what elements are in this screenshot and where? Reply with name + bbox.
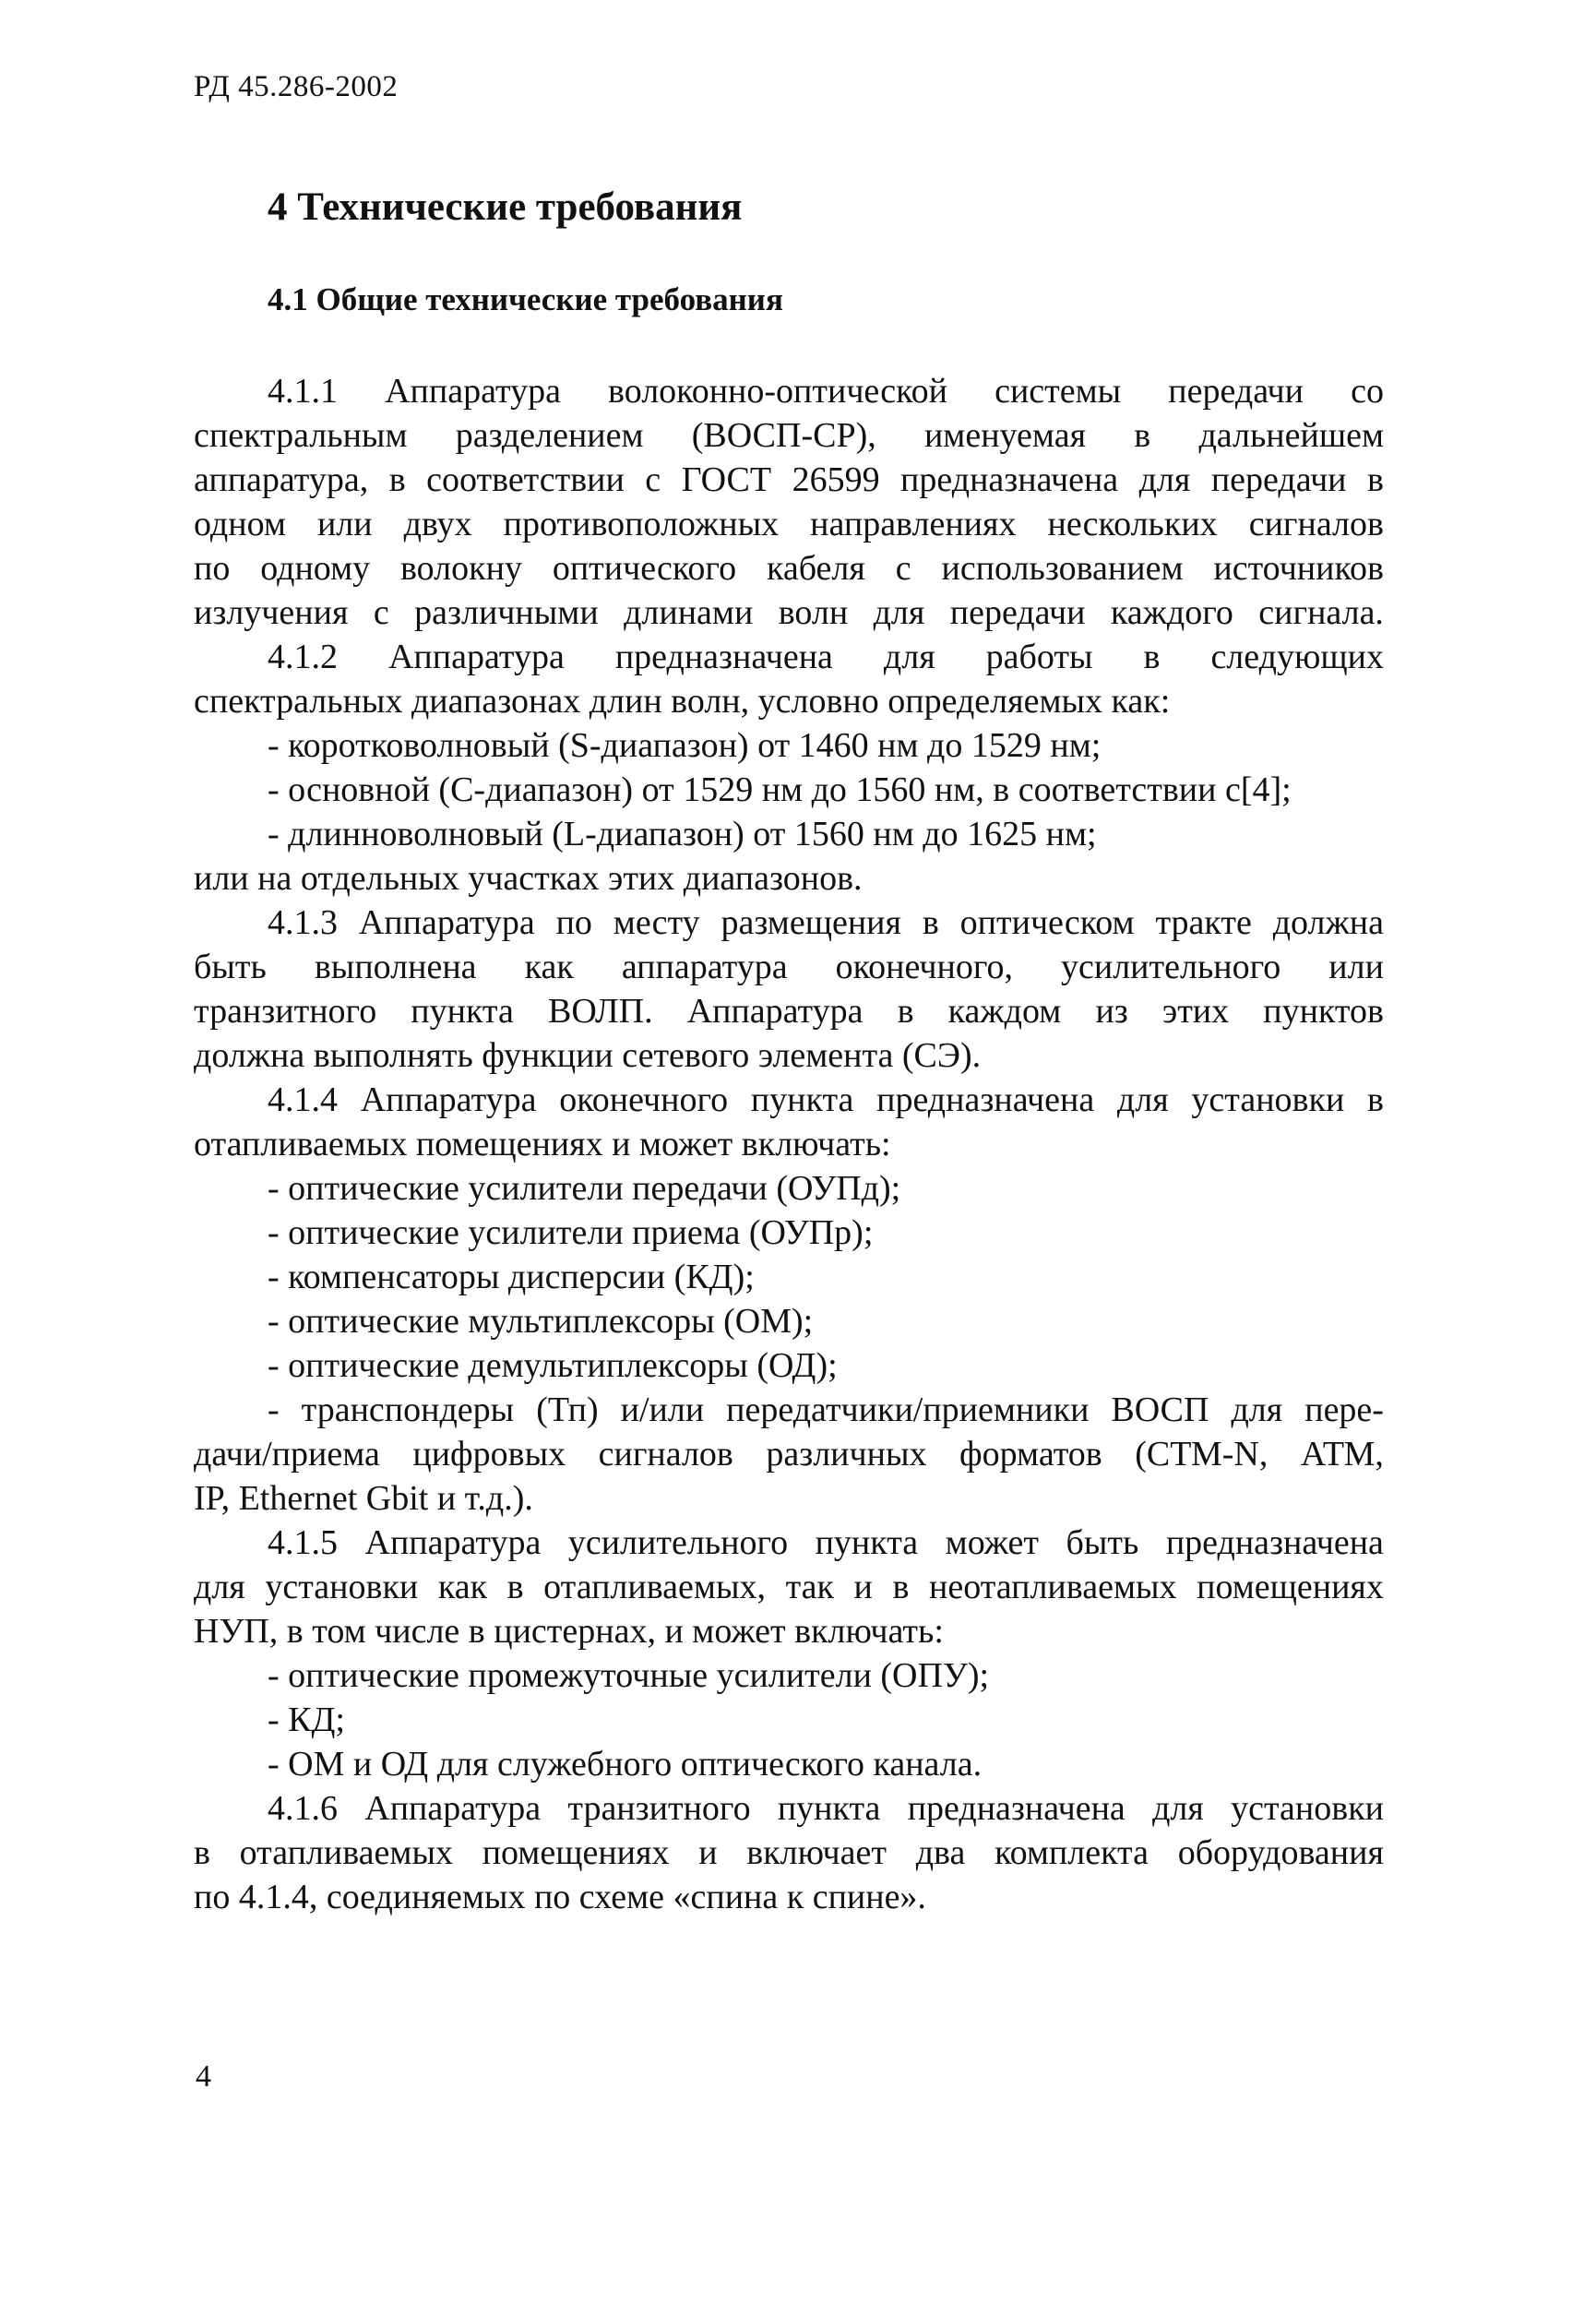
- word: в: [897, 992, 914, 1031]
- word: предназначена: [1165, 1523, 1384, 1562]
- list-item: - основной (С-диапазон) от 1529 нм до 1560 нм, в соответствии с[4];: [268, 770, 1292, 809]
- word: соответствии: [426, 460, 625, 499]
- word: отапливаемых,: [543, 1568, 766, 1606]
- paragraph-line: [194, 945, 1384, 989]
- paragraph-line: [194, 1521, 1384, 1565]
- word: помещениях: [1197, 1568, 1384, 1606]
- word: из: [1095, 992, 1128, 1031]
- word: Аппаратура: [360, 1080, 537, 1119]
- paragraph-line: [194, 1786, 1384, 1831]
- word: именуемая: [923, 416, 1087, 455]
- word: для: [883, 638, 935, 676]
- word: Аппаратура: [385, 372, 561, 411]
- word: Аппаратура: [387, 638, 565, 676]
- list-item: - оптические промежуточные усилители (ОПУ);: [268, 1656, 990, 1695]
- word: помещениях: [482, 1833, 670, 1872]
- paragraph-line: НУП, в том числе в цистернах, и может включать:: [194, 1612, 944, 1651]
- paragraph-line: [194, 502, 1384, 546]
- paragraph-line: [194, 635, 1384, 679]
- word: одном: [194, 505, 286, 543]
- word: быть: [194, 948, 267, 986]
- paragraph-line: [194, 458, 1384, 502]
- word: 4.1.5: [268, 1523, 338, 1562]
- word: размещения: [721, 903, 901, 942]
- word: передачи: [1168, 372, 1304, 411]
- word: тракте: [1155, 903, 1252, 942]
- word: форматов: [959, 1435, 1102, 1474]
- word: со: [1351, 372, 1384, 411]
- word: направлениях: [810, 505, 1017, 543]
- word: излучения: [194, 593, 349, 632]
- paragraph-line: [194, 591, 1384, 635]
- word: быть: [1066, 1523, 1139, 1562]
- list-item: - оптические усилители передачи (ОУПд);: [268, 1169, 901, 1208]
- word: 4.1.4: [268, 1080, 338, 1119]
- word: в: [388, 460, 406, 499]
- list-item: - оптические мультиплексоры (ОМ);: [268, 1302, 814, 1341]
- word: оптического: [552, 549, 737, 588]
- word: отапливаемых: [239, 1833, 453, 1872]
- word: кабеля: [766, 549, 865, 588]
- document-body: [194, 369, 1384, 1919]
- word: должна: [1272, 903, 1384, 942]
- list-item: - оптические усилители приема (ОУПр);: [268, 1213, 874, 1252]
- word: как: [437, 1568, 488, 1606]
- word: (ВОСП-СР),: [691, 416, 876, 455]
- word: два: [915, 1833, 966, 1872]
- word: транспондеры: [301, 1390, 515, 1429]
- word: источников: [1213, 549, 1384, 588]
- word: системы: [995, 372, 1122, 411]
- word: предназначена: [907, 1789, 1126, 1828]
- paragraph-4-1-5: [194, 1521, 1384, 1786]
- word: для: [1152, 1789, 1204, 1828]
- word: пункта: [815, 1523, 919, 1562]
- word: (СТМ-N,: [1135, 1435, 1268, 1474]
- word: пунктов: [1263, 992, 1384, 1031]
- list-item: - оптические демультиплексоры (ОД);: [268, 1346, 838, 1385]
- paragraph-4-1-3: [194, 901, 1384, 1078]
- word: различных: [766, 1435, 927, 1474]
- word: спектральным: [194, 416, 408, 455]
- word: противоположных: [503, 505, 780, 543]
- word: оборудования: [1177, 1833, 1384, 1872]
- paragraph-line: [194, 1078, 1384, 1122]
- word: аппаратура: [621, 948, 788, 986]
- word: 4.1.6: [268, 1789, 338, 1828]
- word: неотапливаемых: [929, 1568, 1177, 1606]
- word: по: [555, 903, 592, 942]
- paragraph-line: [194, 901, 1384, 945]
- paragraph-line: или на отдельных участках этих диапазонов.: [194, 859, 863, 898]
- document-code: РД 45.286-2002: [194, 70, 399, 103]
- word: работы: [985, 638, 1093, 676]
- word: включает: [746, 1833, 887, 1872]
- word: так: [785, 1568, 834, 1606]
- word: следующих: [1210, 638, 1384, 676]
- paragraph-line: [194, 989, 1384, 1033]
- list-item: [194, 1388, 1384, 1432]
- word: в: [1366, 460, 1384, 499]
- word: пункта: [777, 1789, 881, 1828]
- word: для: [194, 1568, 245, 1606]
- word: транзитного: [194, 992, 377, 1031]
- word: усилительного: [1061, 948, 1281, 986]
- word: длинами: [624, 593, 754, 632]
- word: и: [853, 1568, 873, 1606]
- word: оконечного,: [835, 948, 1013, 986]
- word: волн: [778, 593, 849, 632]
- word: может: [945, 1523, 1039, 1562]
- section-title: 4 Технические требования: [268, 185, 743, 229]
- paragraph-line: IP, Ethernet Gbit и т.д.).: [194, 1479, 533, 1518]
- paragraph-line: [194, 413, 1384, 458]
- word: в: [194, 1833, 210, 1872]
- word: установки: [1231, 1789, 1384, 1828]
- word: цифровых: [412, 1435, 566, 1474]
- word: и: [698, 1833, 718, 1872]
- paragraph-line: [194, 546, 1384, 591]
- word: ВОЛП.: [547, 992, 653, 1031]
- word: в: [1143, 638, 1161, 676]
- word: Аппаратура: [364, 1789, 542, 1828]
- list-item: - длинноволновый (L-диапазон) от 1560 нм до 1625 нм;: [268, 815, 1097, 853]
- word: Аппаратура: [358, 903, 535, 942]
- list-item: - коротковолновый (S-диапазон) от 1460 нм до 1529 нм;: [268, 726, 1102, 765]
- page-number: 4: [196, 2059, 211, 2094]
- paragraph-line: должна выполнять функции сетевого элемента (СЭ).: [194, 1036, 982, 1075]
- word: передачи: [1210, 460, 1347, 499]
- word: для: [1116, 1080, 1169, 1119]
- word: в: [892, 1568, 910, 1606]
- word: Аппаратура: [686, 992, 864, 1031]
- list-item: - компенсаторы дисперсии (КД);: [268, 1258, 755, 1296]
- word: установки: [265, 1568, 419, 1606]
- word: предназначена: [876, 1080, 1095, 1119]
- word: в: [506, 1568, 524, 1606]
- word: разделением: [455, 416, 644, 455]
- word: АТМ,: [1300, 1435, 1384, 1474]
- paragraph-4-1-1: [194, 369, 1384, 635]
- word: как: [524, 948, 574, 986]
- word: предназначена: [614, 638, 833, 676]
- word: передатчики/приемники: [726, 1390, 1090, 1429]
- word: сигнала.: [1258, 593, 1384, 632]
- word: аппаратура,: [194, 460, 369, 499]
- list-item: - ОМ и ОД для служебного оптического канала.: [268, 1745, 983, 1784]
- word: Аппаратура: [364, 1523, 542, 1562]
- word: дачи/приема: [194, 1435, 380, 1474]
- word: использованием: [941, 549, 1184, 588]
- word: оконечного: [559, 1080, 729, 1119]
- subsection-title: 4.1 Общие технические требования: [268, 281, 783, 317]
- paragraph-line: отапливаемых помещениях и может включать:: [194, 1125, 891, 1163]
- word: ВОСП: [1111, 1390, 1209, 1429]
- word: или: [1328, 948, 1384, 986]
- word: 4.1.1: [268, 372, 338, 411]
- word: пере-: [1304, 1390, 1384, 1429]
- word: -: [268, 1390, 280, 1429]
- list-item: - КД;: [268, 1700, 345, 1739]
- paragraph-line: [194, 369, 1384, 413]
- paragraph-line: [194, 1432, 1384, 1476]
- paragraph-line: [194, 1565, 1384, 1609]
- word: каждом: [947, 992, 1062, 1031]
- word: или: [316, 505, 373, 543]
- word: транзитного: [567, 1789, 751, 1828]
- word: с: [373, 593, 389, 632]
- word: сигналов: [598, 1435, 733, 1474]
- word: пункта: [411, 992, 514, 1031]
- word: предназначена: [900, 460, 1119, 499]
- word: установки: [1191, 1080, 1345, 1119]
- word: различными: [414, 593, 599, 632]
- word: 26599: [792, 460, 880, 499]
- word: для: [1231, 1390, 1283, 1429]
- paragraph-4-1-4: [194, 1078, 1384, 1521]
- word: и/или: [620, 1390, 705, 1429]
- paragraph-4-1-2: [194, 635, 1384, 901]
- word: для: [873, 593, 925, 632]
- word: с: [645, 460, 661, 499]
- word: в: [1367, 1080, 1384, 1119]
- word: для: [1138, 460, 1191, 499]
- word: пункта: [750, 1080, 854, 1119]
- word: одному: [260, 549, 371, 588]
- paragraph-line: по 4.1.4, соединяемых по схеме «спина к спине».: [194, 1878, 926, 1916]
- word: волоконно-оптической: [608, 372, 947, 411]
- word: 4.1.3: [268, 903, 338, 942]
- paragraph-line: спектральных диапазонах длин волн, условно определяемых как:: [194, 682, 1171, 721]
- word: месту: [613, 903, 700, 942]
- word: 4.1.2: [268, 638, 338, 676]
- word: ГОСТ: [681, 460, 772, 499]
- word: с: [895, 549, 911, 588]
- word: (Тп): [536, 1390, 599, 1429]
- word: оптическом: [959, 903, 1135, 942]
- word: передачи: [949, 593, 1086, 632]
- word: двух: [403, 505, 472, 543]
- word: дальнейшем: [1198, 416, 1384, 455]
- word: комплекта: [995, 1833, 1149, 1872]
- paragraph-4-1-6: [194, 1786, 1384, 1919]
- word: этих: [1161, 992, 1230, 1031]
- word: сигналов: [1248, 505, 1384, 543]
- paragraph-line: [194, 1831, 1384, 1875]
- word: усилительного: [567, 1523, 789, 1562]
- word: по: [194, 549, 231, 588]
- word: волокну: [400, 549, 522, 588]
- word: каждого: [1110, 593, 1233, 632]
- word: выполнена: [314, 948, 477, 986]
- word: нескольких: [1047, 505, 1218, 543]
- word: в: [1134, 416, 1151, 455]
- word: в: [922, 903, 939, 942]
